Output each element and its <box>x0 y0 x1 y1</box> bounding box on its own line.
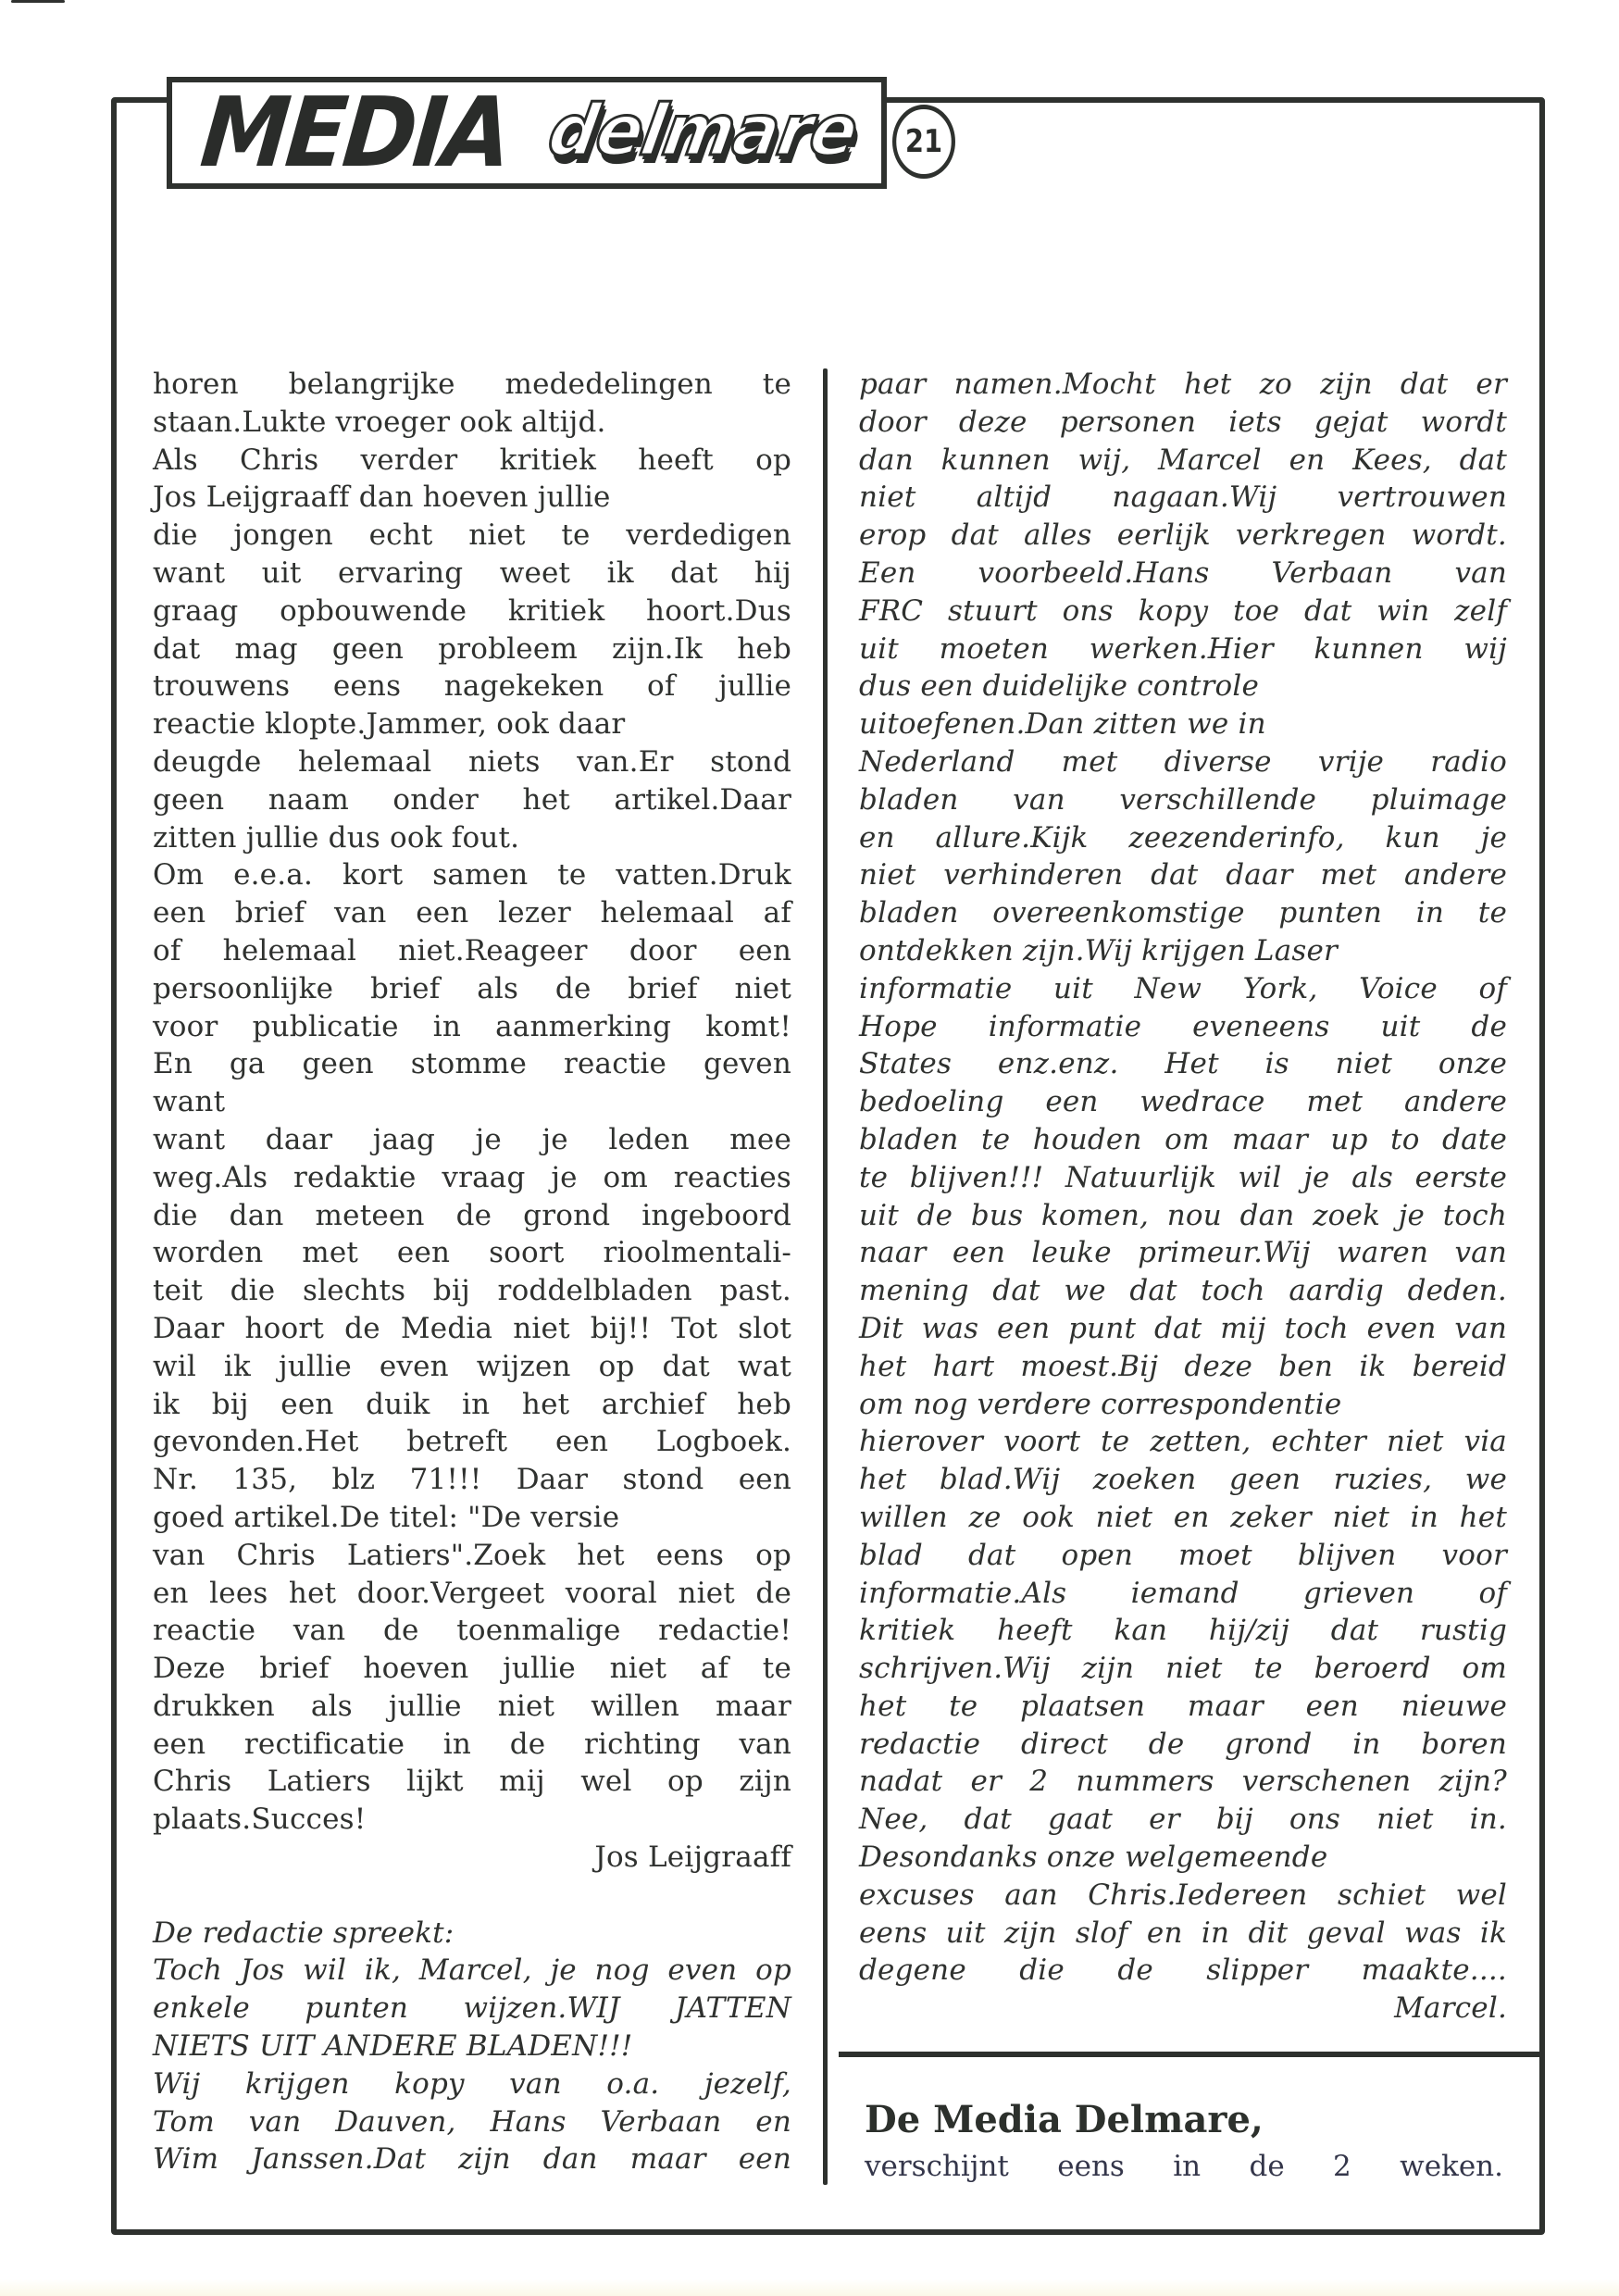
letter-line: die jongen echt niet te verdedigen <box>153 518 791 553</box>
letter-line: een rectificatie in de richting van <box>153 1727 791 1761</box>
letter-line: plaats.Succes! <box>153 1803 367 1837</box>
letter-line: een brief van een lezer helemaal af <box>153 896 791 930</box>
letter-line: Chris Latiers lijkt mij wel op zijn <box>153 1765 791 1799</box>
editorial-line: het te plaatsen maar een nieuwe <box>859 1689 1507 1723</box>
letter-line: ik bij een duik in het archief heb <box>153 1387 791 1421</box>
editorial-line: bladen te houden om maar up to date <box>859 1122 1507 1156</box>
editorial-line: willen ze ook niet en zeker niet in het <box>859 1500 1507 1534</box>
editorial-line: blad dat open moet blijven voor <box>859 1538 1507 1572</box>
letter-line: of helemaal niet.Reageer door een <box>153 933 791 967</box>
editorial-line: dus een duidelijke controle <box>859 669 1260 704</box>
editorial-line: Toch Jos wil ik, Marcel, je nog even op <box>153 1953 791 1988</box>
letter-line: goed artikel.De titel: "De versie <box>153 1500 620 1534</box>
letter-line: reactie klopte.Jammer, ook daar <box>153 707 626 742</box>
editorial-line: uit moeten werken.Hier kunnen wij <box>859 631 1507 666</box>
editorial-line: kritiek heeft kan hij/zij dat rustig <box>859 1614 1507 1648</box>
left-column <box>153 366 791 2178</box>
editorial-line: mening dat we dat toch aardig deden. <box>859 1274 1507 1308</box>
letter-line: want uit ervaring weet ik dat hij <box>153 555 791 590</box>
editorial-line: niet verhinderen dat daar met andere <box>859 858 1507 892</box>
letter-line: gevonden.Het betreft een Logboek. <box>153 1425 791 1459</box>
editorial-line: Nederland met diverse vrije radio <box>859 744 1507 779</box>
masthead-logo-box <box>167 77 887 189</box>
letter-line: Daar hoort de Media niet bij!! Tot slot <box>153 1311 791 1345</box>
editorial-line: Tom van Dauven, Hans Verbaan en <box>153 2104 791 2139</box>
letter-line: dat mag geen probleem zijn.Ik heb <box>153 631 791 666</box>
editorial-line: informatie uit New York, Voice of <box>859 971 1507 1005</box>
letter-line: deugde helemaal niets van.Er stond <box>153 744 791 779</box>
editorial-line: niet altijd nagaan.Wij vertrouwen <box>859 480 1507 515</box>
letter-line: voor publicatie in aanmerking komt! <box>153 1009 791 1043</box>
editorial-line: dan kunnen wij, Marcel en Kees, dat <box>859 443 1507 477</box>
right-column <box>859 366 1507 2028</box>
editorial-line: paar namen.Mocht het zo zijn dat er <box>859 368 1507 401</box>
letter-line: staan.Lukte vroeger ook altijd. <box>153 405 606 439</box>
editorial-line: Dit was een punt dat mij toch even van <box>859 1311 1507 1345</box>
paper-edge <box>0 2279 1619 2296</box>
editorial-line: Een voorbeeld.Hans Verbaan van <box>859 555 1507 590</box>
editorial-line: het blad.Wij zoeken geen ruzies, we <box>859 1463 1507 1497</box>
letter-line: reactie van de toenmalige redactie! <box>153 1614 791 1648</box>
letter-line: Om e.e.a. kort samen te vatten.Druk <box>153 858 791 892</box>
letter-line: teit die slechts bij roddelbladen past. <box>153 1274 791 1308</box>
reader-letter <box>153 366 791 1877</box>
editorial-line: naar een leuke primeur.Wij waren van <box>859 1236 1507 1270</box>
editorial-line: enkele punten wijzen.WIJ JATTEN <box>153 1991 791 2026</box>
letter-line: persoonlijke brief als de brief niet <box>153 971 791 1005</box>
issue-number-badge <box>892 105 955 179</box>
letter-line: geen naam onder het artikel.Daar <box>153 782 791 817</box>
editorial-line: te blijven!!! Natuurlijk wil je als eerste <box>859 1160 1507 1194</box>
spacer <box>153 1877 791 1915</box>
editorial-line: degene die de slipper maakte.... <box>859 1953 1507 1988</box>
logo-delmare-wordmark: delmare <box>542 89 864 171</box>
editorial-line: bladen overeenkomstige punten in te <box>859 896 1507 930</box>
editorial-signature: Marcel. <box>1394 1991 1507 2026</box>
footer-frequency-note: verschijnt eens in de 2 weken. <box>865 2150 1503 2183</box>
letter-line: Als Chris verder kritiek heeft op <box>153 443 791 477</box>
editorial-line: bladen van verschillende pluimage <box>859 782 1507 817</box>
editorial-heading: De redactie spreekt: <box>153 1915 455 1950</box>
letter-line: die dan meteen de grond ingeboord <box>153 1198 791 1232</box>
editorial-line: erop dat alles eerlijk verkregen wordt. <box>859 518 1507 553</box>
letter-line: Deze brief hoeven jullie niet af te <box>153 1652 791 1686</box>
editorial-line: uitoefenen.Dan zitten we in <box>859 707 1266 742</box>
letter-line: wil ik jullie even wijzen op dat wat <box>153 1349 791 1383</box>
editorial-line: ontdekken zijn.Wij krijgen Laser <box>859 933 1339 967</box>
editorial-line: FRC stuurt ons kopy toe dat win zelf <box>859 593 1507 628</box>
editorial-line: door deze personen iets gejat wordt <box>859 405 1507 439</box>
editorial-line: uit de bus komen, nou dan zoek je toch <box>859 1198 1507 1232</box>
letter-line: En ga geen stomme reactie geven <box>153 1047 791 1081</box>
editorial-line: Nee, dat gaat er bij ons niet in. <box>859 1803 1507 1837</box>
editorial-start <box>153 1915 791 2179</box>
editorial-line: States enz.enz. Het is niet onze <box>859 1047 1507 1081</box>
column-divider <box>823 368 828 2185</box>
editorial-line: hierover voort te zetten, echter niet via <box>859 1425 1507 1459</box>
letter-line: want <box>153 1085 226 1119</box>
editorial-line: Hope informatie eveneens uit de <box>859 1009 1507 1043</box>
editorial-line: nadat er 2 nummers verschenen zijn? <box>859 1765 1507 1799</box>
editorial-line: NIETS UIT ANDERE BLADEN!!! <box>153 2029 633 2064</box>
editorial-line: excuses aan Chris.Iedereen schiet wel <box>859 1878 1507 1912</box>
editorial-line: Wij krijgen kopy van o.a. jezelf, <box>153 2066 791 2101</box>
editorial-line: het hart moest.Bij deze ben ik bereid <box>859 1349 1507 1383</box>
letter-line: drukken als jullie niet willen maar <box>153 1689 791 1723</box>
editorial-line: redactie direct de grond in boren <box>859 1727 1507 1761</box>
letter-line: weg.Als redaktie vraag je om reacties <box>153 1160 791 1194</box>
editorial-line: bedoeling een wedrace met andere <box>859 1085 1507 1119</box>
letter-line: worden met een soort rioolmentali- <box>153 1236 791 1270</box>
letter-line: want daar jaag je je leden mee <box>153 1122 791 1156</box>
letter-line: zitten jullie dus ook fout. <box>153 820 520 855</box>
letter-line: van Chris Latiers".Zoek het eens op <box>153 1538 791 1572</box>
footer-divider-rule <box>839 2052 1539 2057</box>
editorial-line: Desondanks onze welgemeende <box>859 1841 1328 1875</box>
issue-number: 21 <box>904 123 943 160</box>
footer-title: De Media Delmare, <box>865 2098 1264 2141</box>
letter-line: graag opbouwende kritiek hoort.Dus <box>153 593 791 628</box>
letter-line: Jos Leijgraaff dan hoeven jullie <box>153 480 611 515</box>
editorial-line: Wim Janssen.Dat zijn dan maar een <box>153 2142 791 2177</box>
letter-line: horen belangrijke mededelingen te <box>153 368 791 401</box>
logo-media-wordmark: MEDIA <box>196 76 515 189</box>
letter-line: Nr. 135, blz 71!!! Daar stond een <box>153 1463 791 1497</box>
editorial-line: eens uit zijn slof en in dit geval was ik <box>859 1915 1507 1950</box>
letter-signature: Jos Leijgraaff <box>594 1841 791 1875</box>
editorial-line: en allure.Kijk zeezenderinfo, kun je <box>859 820 1507 855</box>
editorial-line: schrijven.Wij zijn niet te beroerd om <box>859 1652 1507 1686</box>
scan-corner-mark <box>11 0 65 3</box>
letter-line: trouwens eens nagekeken of jullie <box>153 669 791 704</box>
editorial-line: informatie.Als iemand grieven of <box>859 1576 1507 1610</box>
letter-line: en lees het door.Vergeet vooral niet de <box>153 1576 791 1610</box>
editorial-line: om nog verdere correspondentie <box>859 1387 1342 1421</box>
